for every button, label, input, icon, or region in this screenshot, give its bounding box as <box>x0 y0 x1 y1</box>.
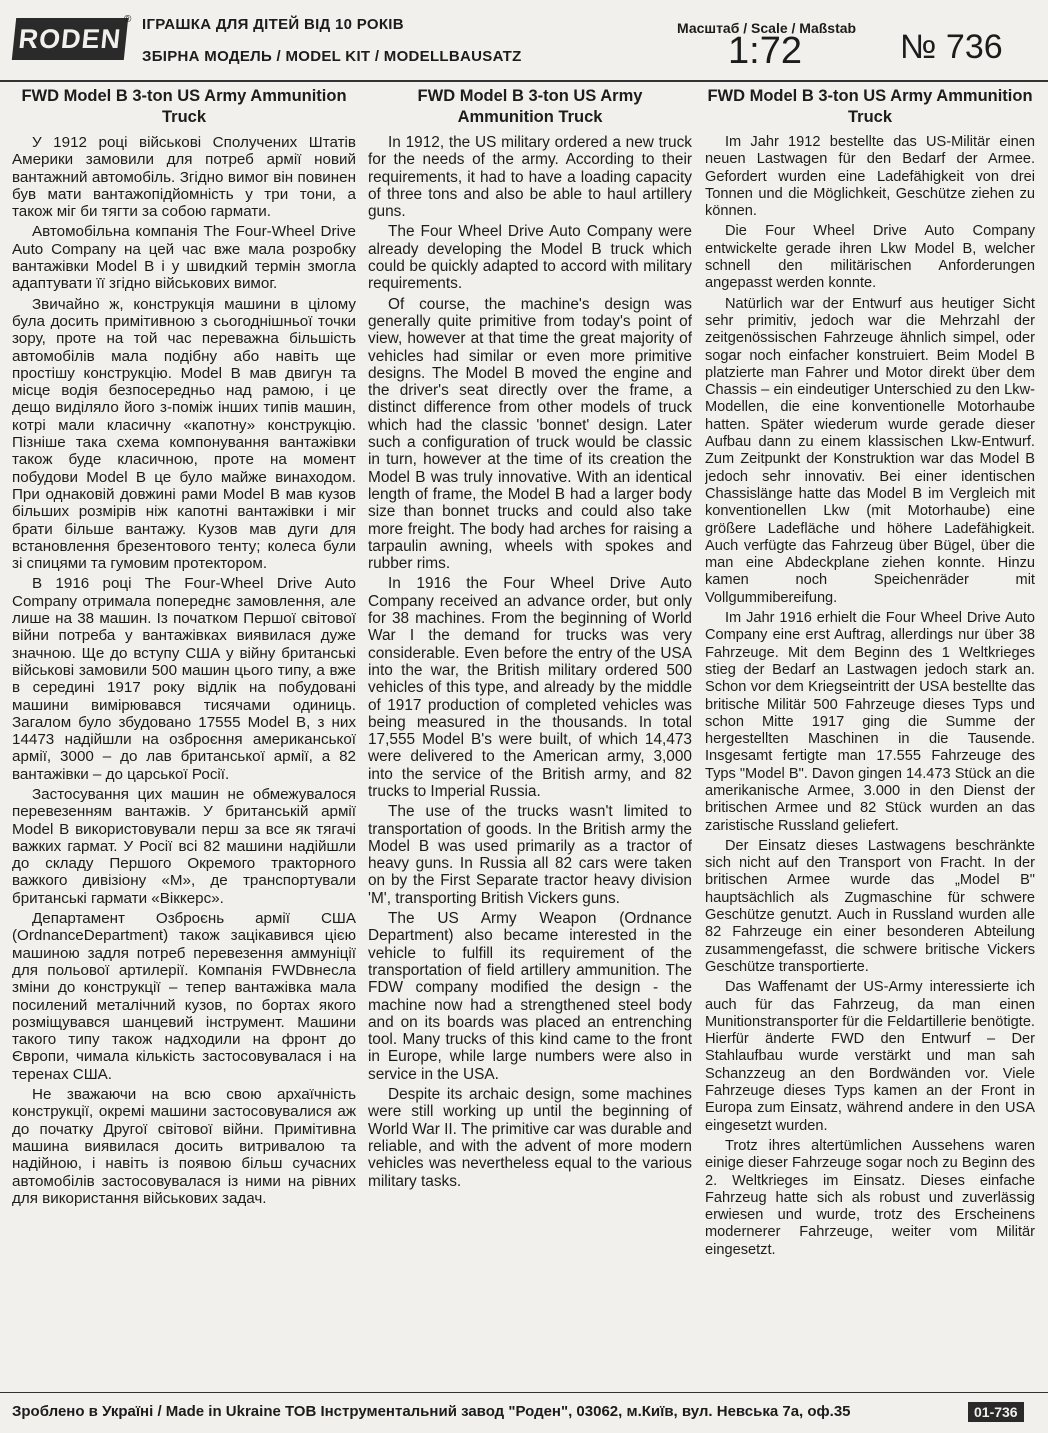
column-ukrainian <box>12 86 356 1386</box>
paragraph: Департамент Озброєнь армії США (OrdnanceDepartment) також зацікавився цією машиною задля потреб перевезення аммуніції для польової артилерії. Компанія FWDвнесла зміни до конструкції – тепер вантажівка мала посилений металічний кузов, по бортах якого розміщувався шанцевий інструмент. Машини такого типу також надходили на фронт до Європи, чимала кількість застосовувалася і на теренах США. <box>12 910 356 1083</box>
paragraph: The Four Wheel Drive Auto Company were already developing the Model B truck which could be quickly adapted to accord with military requirements. <box>368 223 692 293</box>
age-notice: ІГРАШКА ДЛЯ ДІТЕЙ ВІД 10 РОКІВ <box>142 16 404 33</box>
kit-number: № 736 <box>900 28 1003 66</box>
footer <box>0 1392 1048 1433</box>
manufacturer-info: Зроблено в Україні / Made in Ukraine ТОВ Інструментальний завод "Роден", 03062, м.Київ, вул. Невська 7а, оф.35 <box>12 1403 851 1420</box>
column-english <box>368 86 692 1386</box>
paragraph: Звичайно ж, конструкція машини в цілому була досить примітивною з сьогоднішньої точки зору, проте на той час переважна більшість автомобілів мала подібну або навіть ще простішу конструкцію. Model B мав двигун та місце водія безпосередньо над рамою, і це дещо виділяло його з-поміж інших типів машин, котрі мали класичну «капотну» конструкцію. Пізніше така схема компонування вантажівки також буде класичною, проте на момент побудови Model B це було майже винаходом. При однаковій довжині рами Model B мав кузов більших розмірів ніж капотні вантажівки і міг брати більше вантажу. Кузов мав дуги для встановлення брезентового тенту; колеса були зі спицями та гумовим протектором. <box>12 295 356 573</box>
paragraph: In 1916 the Four Wheel Drive Auto Company received an advance order, but only for 38 machines. From the beginning of World War I the demand for trucks was very considerable. Even before the entry of the USA into the war, the British military ordered 500 vehicles of this type, and already by the middle of 1917 production of completed vehicles was being measured in the thousands. In total 17,555 Model B's were built, of which 14,473 were delivered to the American army, 3,000 into the service of the British army, and 82 trucks to Imperial Russia. <box>368 575 692 800</box>
paragraph: В 1916 році The Four-Wheel Drive Auto Company отримала попереднє замовлення, але лише на 38 машин. Із початком Першої світової війни потреба у вантажівках виявилася дуже значною. Ще до вступу США у війну британські військові замовили 500 машин цього типу, а вже в середині 1917 року відлік на побудовані машини вимірювався тисячами одиниць. Загалом було збудовано 17555 Model B, з них 14473 надійшли на озброєння американської армії, 3000 – до лав британської армії, а 82 вантажівки – до царської Росії. <box>12 575 356 783</box>
column-title: FWD Model B 3-ton US Army Ammunition Truck <box>707 87 1033 126</box>
paragraph: The US Army Weapon (Ordnance Department) also became interested in the vehicle to fulfill its requirement of the transportation of field artillery ammunition. The FDW company modified the design - the machine now had a strengthened steel body and on its boards was placed an entrenching tool. Many trucks of this kind came to the front in Europe, while large numbers were also in service in the USA. <box>368 910 692 1083</box>
paragraph: Автомобільна компанія The Four-Wheel Drive Auto Company на цей час вже мала розробку вантажівки Model B і у швидкий термін змогла адаптувати її згідно військових вимог. <box>12 223 356 293</box>
column-title: FWD Model B 3-ton US Army Ammunition Truck <box>21 87 347 126</box>
roden-logo: RODEN <box>12 18 128 60</box>
sheet-code: 01-736 <box>968 1402 1024 1422</box>
scale-value: 1:72 <box>728 30 802 72</box>
header <box>0 0 1048 82</box>
paragraph: Не зважаючи на всю свою архаїчність конструкції, окремі машини застосовувалися аж до початку Другої світової війни. Примітивна машина виявилася досить витривалою та надійною, і навіть із появою більш сучасних автомобілів застосовувалася із ними на рівних для використання військових задач. <box>12 1086 356 1207</box>
column-german <box>705 86 1035 1386</box>
column-title: FWD Model B 3-ton US Army Ammunition Truck <box>417 87 643 126</box>
paragraph: Застосування цих машин не обмежувалося перевезенням вантажів. У британській армії Model B використовували перш за все як тягачі важких гармат. У Росії всі 82 машини надійшли до складу Першого Окремого тракторного важкого дивізіону «М», де транспортували британські гармати «Віккерс». <box>12 785 356 907</box>
registered-mark: ® <box>124 14 132 25</box>
paragraph: Der Einsatz dieses Lastwagens beschränkte sich nicht auf den Transport von Fracht. In der britischen Armee wurde das „Model B" hauptsächlich als Zugmaschine für schwere Geschütze genutzt. Auch in Russland wurden alle 82 Fahrzeuge ein einer besonderen Abteilung zusammengefasst, die schwere britische Vickers Geschütze transportierte. <box>705 837 1035 975</box>
paragraph: Despite its archaic design, some machines were still working up until the beginning of World War II. The primitive car was durable and reliable, and with the advent of more modern vehicles was nevertheless equal to the various military tasks. <box>368 1086 692 1190</box>
paragraph: In 1912, the US military ordered a new truck for the needs of the army. According to their requirements, it had to have a loading capacity of three tons and also be able to haul artillery guns. <box>368 134 692 221</box>
paragraph: Of course, the machine's design was generally quite primitive from today's point of view, however at that time the great majority of vehicles had similar or even more primitive designs. The Model B moved the engine and the driver's seat directly over the frame, a distinct difference from other models of truck which had the classic 'bonnet' design. Later such a configuration of truck would be classic in turn, however at the time of its creation the Model B was truly innovative. With an identical length of frame, the Model B had a larger body size than bonnet trucks and could also take more freight. The body had arches for raising a tarpaulin awning, wheels with spokes and rubber rims. <box>368 295 692 573</box>
paragraph: The use of the trucks wasn't limited to transportation of goods. In the British army the Model B was used primarily as a tractor of heavy guns. In Russia all 82 cars were taken on by the First Separate tractor heavy division 'M', transporting British Vickers guns. <box>368 803 692 907</box>
paragraph: Die Four Wheel Drive Auto Company entwickelte gerade ihren Lkw Model B, welcher schnell den militärischen Anforderungen angepasst werden konnte. <box>705 223 1035 292</box>
paragraph: Im Jahr 1912 bestellte das US-Militär einen neuen Lastwagen für den Bedarf der Armee. Gefordert wurden eine Ladefähigkeit von drei Tonnen und die Möglichkeit, Geschütze ziehen zu können. <box>705 134 1035 220</box>
paragraph: У 1912 році військові Сполучених Штатів Америки замовили для потреб армії новий вантажний автомобіль. Згідно вимог він повинен був мати вантажопідйомність у три тони, а також міг би тягти за собою гармати. <box>12 134 356 221</box>
paragraph: Natürlich war der Entwurf aus heutiger Sicht sehr primitiv, jedoch war die Mehrzahl der zeitgenössischen Fahrzeuge ähnlich simpel, oder sogar noch einfacher konstruiert. Beim Model B platzierte man Fahrer und Motor direkt über dem Chassis – ein eindeutiger Unterschied zu den Lkw-Modellen, die eine konventionelle Motorhaube hatten. Später wiederum wurde gerade dieser Aufbau dann zu einem klassischen Lkw-Entwurf. Zum Zeitpunkt der Konstruktion war das Model B jedoch sehr innovativ. Bei einer identischen Chassislänge hatte das Model B im Vergleich mit konventionellen Lkw (mit Motorhaube) eine größere Ladefläche und höhere Ladefähigkeit. Auch verfügte das Fahrzeug über Bügel, über die man eine Abdeckplane ziehen konnte. Hinzu kamen noch Speichenräder mit Vollgummibereifung. <box>705 295 1035 606</box>
paragraph: Im Jahr 1916 erhielt die Four Wheel Drive Auto Company eine erst Auftrag, allerdings nur über 38 Fahrzeuge. Mit dem Beginn des 1 Weltkrieges stieg der Bedarf an Lastwagen jedoch stark an. Schon vor dem Kriegseintritt der USA bestellte das britische Militär 500 Fahrzeuge dieses Typs und schon Mitte 1917 ging die Summe der hergestellten Maschinen in die Tausende. Insgesamt fertigte man 17.555 Fahrzeuge des Typs "Model B". Davon gingen 14.473 Stück an die amerikanische Armee, 3.000 in den Dienst der britischen Armee und 82 Stück wurden an das zaristische Russland geliefert. <box>705 610 1035 834</box>
paragraph: Trotz ihres altertümlichen Aussehens waren einige dieser Fahrzeuge sogar noch zu Beginn des 2. Weltkrieges im Einsatz. Dieses einfache Fahrzeug hatte sich als robust und zuverlässig erwiesen und wurde, trotz des Erscheinens modernerer Fahrzeuge, weiter vom Militär eingesetzt. <box>705 1137 1035 1258</box>
paragraph: Das Waffenamt der US-Army interessierte ich auch für das Fahrzeug, da man einen Munitionstransporter für die Feldartillerie benötigte. Hierfür änderte FWD den Entwurf – Der Stahlaufbau wurde verstärkt und man sah Schanzzeug an den Bordwänden vor. Viele Fahrzeuge dieses Typs kamen an der Front in Europa zum Einsatz, während andere in den USA eingesetzt wurden. <box>705 979 1035 1134</box>
scale-label: Масштаб / Scale / Maßstab <box>677 20 857 36</box>
kit-type: ЗБІРНА МОДЕЛЬ / MODEL KIT / MODELLBAUSATZ <box>142 48 522 65</box>
